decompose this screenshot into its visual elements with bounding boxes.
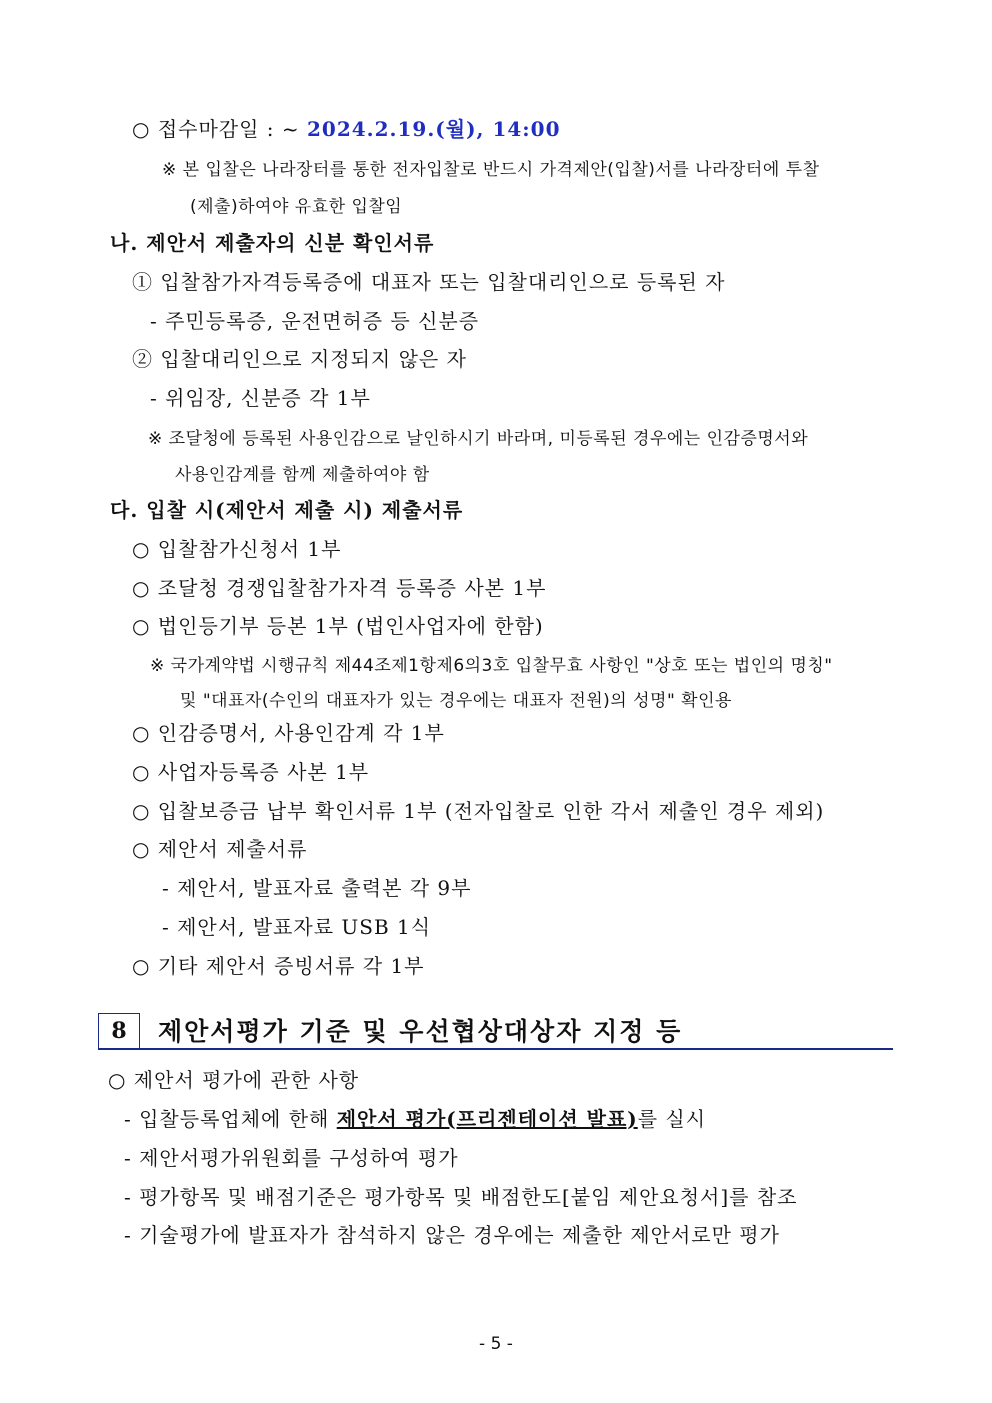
- eval-bullet: - 기술평가에 발표자가 참석하지 않은 경우에는 제출한 제안서로만 평가: [124, 1223, 780, 1247]
- section-heading-da: 다. 입찰 시(제안서 제출 시) 제출서류: [110, 498, 464, 522]
- list-item: ② 입찰대리인으로 지정되지 않은 자: [132, 347, 467, 371]
- section-number-box: 8: [98, 1013, 140, 1049]
- eval-bullet-pre: - 입찰등록업체에 한해: [124, 1107, 337, 1131]
- note-line: [162, 157, 820, 183]
- list-item: ○ 인감증명서, 사용인감계 각 1부: [132, 721, 445, 745]
- note-line: [150, 653, 833, 679]
- note-marker: ※: [150, 656, 165, 676]
- sub-item: - 제안서, 발표자료 USB 1식: [162, 915, 432, 939]
- list-item: ○ 사업자등록증 사본 1부: [132, 760, 370, 784]
- list-item: ① 입찰참가자격등록증에 대표자 또는 입찰대리인으로 등록된 자: [132, 270, 726, 294]
- sub-item: - 제안서, 발표자료 출력본 각 9부: [162, 876, 472, 900]
- page-number: - 5 -: [479, 1334, 513, 1354]
- sub-item: - 위임장, 신분증 각 1부: [150, 386, 371, 410]
- section-heading-na: 나. 제안서 제출자의 신분 확인서류: [110, 231, 435, 255]
- list-item: ○ 조달청 경쟁입찰참가자격 등록증 사본 1부: [132, 576, 547, 600]
- note-line: [148, 426, 808, 452]
- eval-bullet: [124, 1106, 706, 1132]
- eval-bullet: - 평가항목 및 배점기준은 평가항목 및 배점한도[붙임 제안요청서]를 참조: [124, 1185, 798, 1209]
- note-text: 본 입찰은 나라장터를 통한 전자입찰로 반드시 가격제안(입찰)서를 나라장터에 투찰: [182, 160, 820, 180]
- section-title: 제안서평가 기준 및 우선협상대상자 지정 등: [158, 1017, 683, 1046]
- deadline-line: [132, 116, 561, 142]
- note-continuation: 사용인감계를 함께 제출하여야 함: [175, 465, 430, 485]
- list-item: ○ 입찰보증금 납부 확인서류 1부 (전자입찰로 인한 각서 제출인 경우 제외): [132, 799, 825, 823]
- deadline-value: 2024.2.19.(월), 14:00: [306, 117, 561, 141]
- deadline-label: 접수마감일 : ~: [157, 117, 300, 141]
- list-item: ○ 법인등기부 등본 1부 (법인사업자에 한함): [132, 614, 544, 638]
- eval-bullet-emphasis: 제안서 평가(프리젠테이션 발표): [336, 1107, 638, 1131]
- note-marker: ※: [148, 429, 163, 449]
- list-item: ○ 제안서 제출서류: [132, 837, 308, 861]
- circle-bullet: ○: [132, 117, 151, 141]
- note-continuation: (제출)하여야 유효한 입찰임: [190, 197, 403, 217]
- eval-heading: ○ 제안서 평가에 관한 사항: [108, 1068, 360, 1092]
- note-text: 국가계약법 시행규칙 제44조제1항제6의3호 입찰무효 사항인 "상호 또는 법인의 명칭": [170, 656, 833, 676]
- note-marker: ※: [162, 160, 177, 180]
- note-continuation: 및 "대표자(수인의 대표자가 있는 경우에는 대표자 전원)의 성명" 확인용: [180, 691, 732, 711]
- note-text: 조달청에 등록된 사용인감으로 날인하시기 바라며, 미등록된 경우에는 인감증명서와: [168, 429, 809, 449]
- eval-bullet: - 제안서평가위원회를 구성하여 평가: [124, 1146, 459, 1170]
- eval-bullet-post: 를 실시: [637, 1107, 707, 1131]
- list-item: ○ 기타 제안서 증빙서류 각 1부: [132, 954, 425, 978]
- sub-item: - 주민등록증, 운전면허증 등 신분증: [150, 309, 480, 333]
- section-divider: [98, 1048, 893, 1050]
- list-item: ○ 입찰참가신청서 1부: [132, 537, 342, 561]
